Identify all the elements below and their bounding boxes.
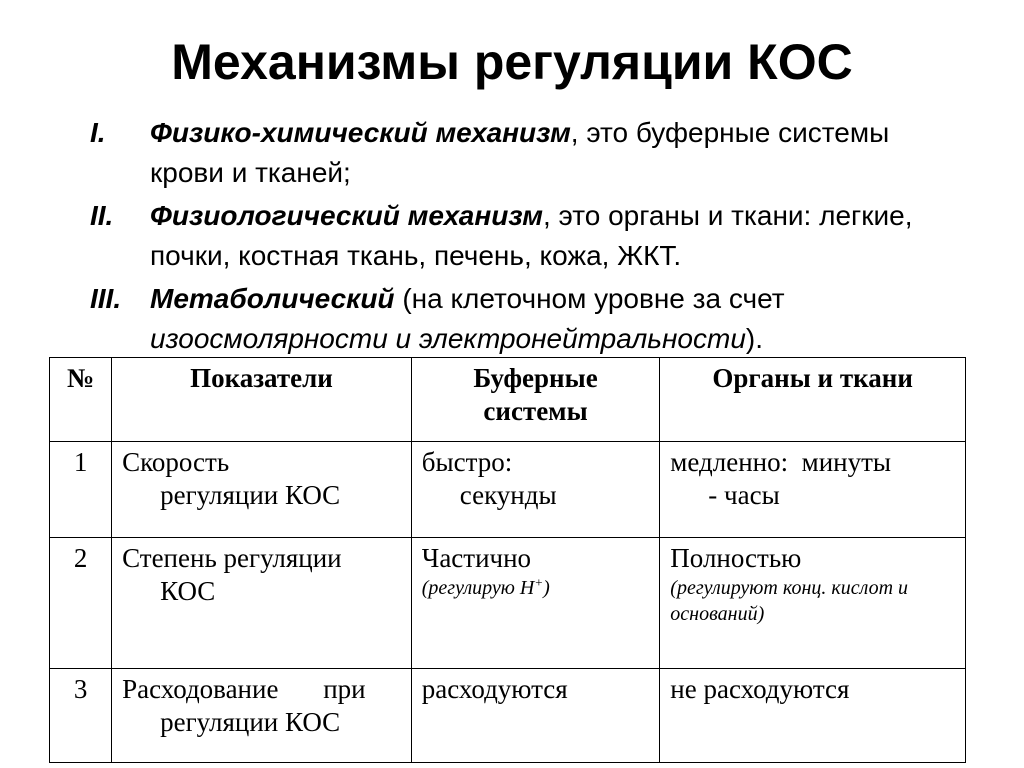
indicator-line: КОС <box>160 575 216 606</box>
organs-note: (регулируют конц. кислот и оснований) <box>670 576 909 625</box>
slide-title: Механизмы регуляции КОС <box>171 34 853 90</box>
buffer-line: секунды <box>459 479 557 510</box>
comparison-table <box>49 357 966 763</box>
buffer-note-sup: + <box>534 573 544 589</box>
table-header-row <box>50 358 966 442</box>
organs-line: - часы <box>708 479 780 510</box>
indicator-line: регуляции КОС <box>160 479 341 510</box>
mechanism-numeral: I. <box>90 117 106 148</box>
mechanism-item <box>90 113 970 193</box>
header-buffer-line: Буферные <box>473 363 598 393</box>
header-organs: Органы и ткани <box>660 358 966 442</box>
buffer-note-text: (регулирую Н <box>421 576 535 599</box>
row-number: 1 <box>50 441 112 537</box>
mechanism-numeral: II. <box>90 200 114 231</box>
buffer-main: Частично <box>421 542 532 573</box>
buffer-note-end: ) <box>543 576 550 599</box>
mechanism-description: , это органы и ткани: легкие, почки, костная ткань, печень, кожа, ЖКТ. <box>150 200 913 271</box>
mechanism-description-italic: изоосмолярности и электронейтральности <box>150 323 746 354</box>
row-number: 3 <box>50 669 112 763</box>
table-row <box>50 537 966 669</box>
buffer-cell <box>411 537 660 669</box>
mechanism-numeral: III. <box>90 283 122 314</box>
mechanism-item <box>90 196 970 276</box>
indicator-cell <box>112 537 412 669</box>
mechanism-term: Физико-химический механизм <box>150 117 571 148</box>
buffer-note <box>422 575 650 601</box>
buffer-cell: расходуются <box>411 669 660 763</box>
mechanism-description: , это буферные системы крови и тканей; <box>150 117 890 188</box>
header-buffer-line: системы <box>483 396 588 426</box>
table-row <box>50 669 966 763</box>
mechanism-term: Физиологический механизм <box>150 200 543 231</box>
buffer-cell <box>411 441 660 537</box>
mechanism-term: Метаболический <box>150 283 395 314</box>
row-number: 2 <box>50 537 112 669</box>
organs-cell <box>660 537 966 669</box>
indicator-line: Расходование при <box>122 674 366 705</box>
mechanism-list <box>90 113 970 362</box>
header-indicator: Показатели <box>112 358 412 442</box>
buffer-line: быстро: <box>421 446 513 477</box>
mechanism-item <box>90 279 970 359</box>
mechanism-description: (на клеточном уровне за счет <box>394 283 785 314</box>
header-number: № <box>50 358 112 442</box>
indicator-line: Степень регуляции <box>122 542 342 573</box>
organs-main: Полностью <box>670 542 802 573</box>
header-buffer <box>411 358 660 442</box>
organs-cell <box>660 441 966 537</box>
indicator-cell <box>112 669 412 763</box>
table-row <box>50 441 966 537</box>
organs-line: медленно: минуты <box>670 446 892 477</box>
mechanism-description-end: ). <box>745 323 763 354</box>
indicator-cell <box>112 441 412 537</box>
indicator-line: регуляции КОС <box>160 707 341 738</box>
organs-cell: не расходуются <box>660 669 966 763</box>
indicator-line: Скорость <box>122 446 230 477</box>
